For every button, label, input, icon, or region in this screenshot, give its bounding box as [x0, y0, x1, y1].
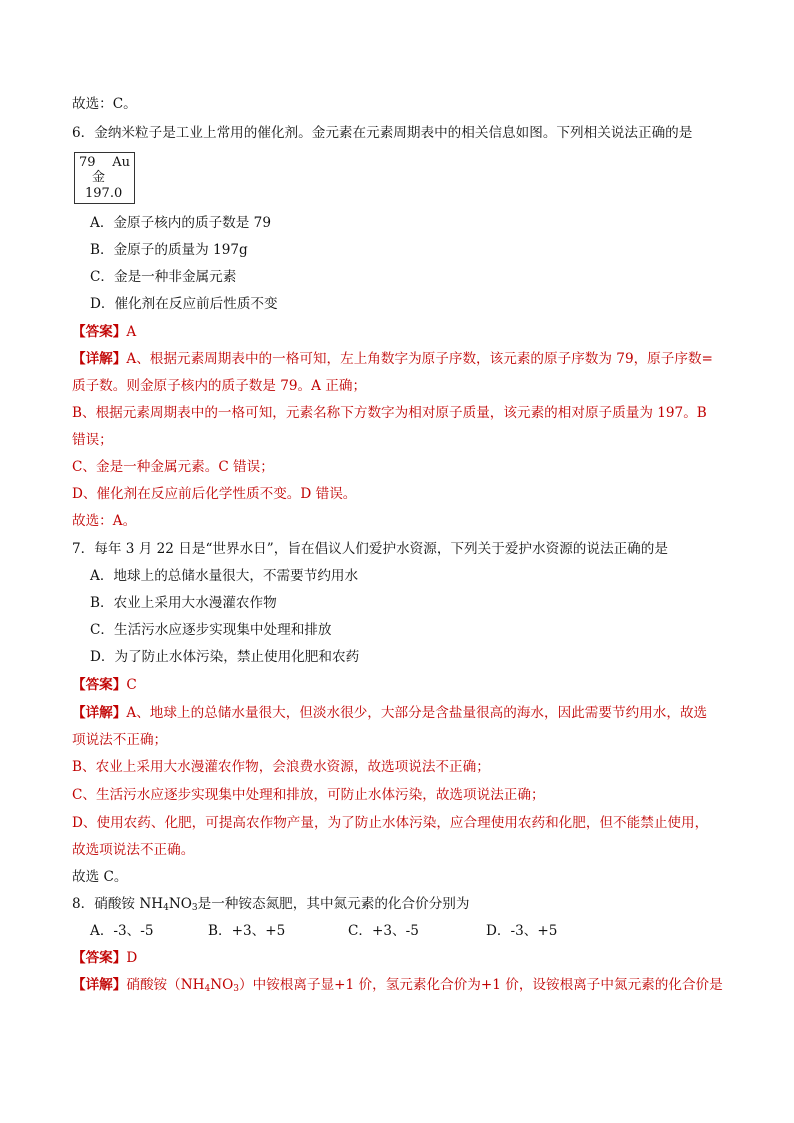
q6-detail-line-1: [72, 350, 713, 368]
q6-option-a: A．金原子核内的质子数是 79: [90, 215, 271, 231]
q6-answer-value: A: [126, 324, 137, 340]
q7-detail-label: 【详解】: [72, 705, 127, 721]
q7-conclusion: 故选 C。: [72, 869, 128, 885]
q8-option-a: A．-3、-5: [90, 923, 154, 939]
q8-detail-label: 【详解】: [72, 977, 127, 993]
q8-detail-mid: NO: [210, 977, 234, 993]
q6-detail-line-5: C、金是一种金属元素。C 错误；: [72, 459, 274, 475]
q8-option-d: D．-3、+5: [486, 923, 558, 939]
q7-detail-line-5: D、使用农药、化肥，可提高农作物产量，为了防止水体污染，应合理使用农药和化肥，但不能禁止使用，: [72, 815, 709, 831]
q8-option-c: C．+3、-5: [348, 923, 419, 939]
q6-detail-line-2: 质子数。则金原子核内的质子数是 79。A 正确；: [72, 378, 367, 394]
q6-detail-line-3: B、根据元素周期表中的一格可知，元素名称下方数字为相对原子质量，该元素的相对原子质量为 197。B: [72, 405, 707, 421]
q8-stem-mid: NO: [168, 896, 192, 912]
q5-conclusion: 故选：C。: [72, 96, 137, 112]
q6-detail-line-6: D、催化剂在反应前后化学性质不变。D 错误。: [72, 486, 357, 502]
q7-option-a: A．地球上的总储水量很大，不需要节约用水: [90, 568, 359, 584]
element-name: 金: [92, 170, 106, 185]
q8-stem-before: 硝酸铵 NH: [94, 896, 164, 912]
q8-stem: [72, 895, 470, 913]
q8-stem-sub-3: 3: [191, 903, 198, 913]
q8-number: 8．: [72, 896, 95, 912]
q6-option-b: B．金原子的质量为 197g: [90, 242, 248, 258]
q8-answer-label: 【答案】: [72, 950, 127, 966]
q7-detail-line-2: 项说法不正确；: [72, 732, 168, 748]
q7-detail-line-6: 故选项说法不正确。: [72, 842, 195, 858]
q6-answer: [72, 323, 136, 341]
q6-detail-text-1: A、根据元素周期表中的一格可知，左上角数字为原子序数，该元素的原子序数为 79，原子序数=: [126, 351, 713, 367]
q8-detail-line-1: [72, 976, 723, 994]
element-atomic-number: 79: [79, 155, 96, 170]
element-cell-gold: [74, 152, 135, 204]
q6-option-c: C．金是一种非金属元素: [90, 269, 237, 285]
q6-detail-line-4: 错误；: [72, 432, 113, 448]
q7-detail-line-4: C、生活污水应逐步实现集中处理和排放，可防止水体污染，故选项说法正确；: [72, 787, 545, 803]
q8-detail-sub-4: 4: [204, 984, 211, 994]
element-mass: 197.0: [85, 186, 123, 201]
q6-stem-text: 金纳米粒子是工业上常用的催化剂。金元素在元素周期表中的相关信息如图。下列相关说法正确的是: [94, 125, 693, 141]
q7-number: 7．: [72, 541, 95, 557]
q7-option-c: C．生活污水应逐步实现集中处理和排放: [90, 622, 332, 638]
q7-detail-line-3: B、农业上采用大水漫灌农作物，会浪费水资源，故选项说法不正确；: [72, 759, 490, 775]
q8-detail-sub-3: 3: [233, 984, 240, 994]
q7-detail-text-1: A、地球上的总储水量很大，但淡水很少，大部分是含盐量很高的海水，因此需要节约用水，故选: [126, 705, 708, 721]
q8-stem-sub-4: 4: [163, 903, 169, 913]
q8-stem-after: 是一种铵态氮肥，其中氮元素的化合价分别为: [197, 896, 470, 912]
q8-detail-after: ）中铵根离子显+1 价，氢元素化合价为+1 价，设铵根离子中氮元素的化合价是: [239, 977, 723, 993]
q7-option-d: D．为了防止水体污染，禁止使用化肥和农药: [90, 649, 360, 665]
q6-stem: [72, 124, 692, 142]
q7-detail-line-1: [72, 704, 707, 722]
element-symbol: Au: [112, 155, 130, 170]
q8-answer: [72, 949, 137, 967]
q7-answer-value: C: [126, 677, 137, 693]
q7-stem-text: 每年 3 月 22 日是“世界水日”，旨在倡议人们爱护水资源，下列关于爱护水资源的说法正确的是: [94, 541, 668, 557]
q7-answer: [72, 676, 137, 694]
q8-option-b: B．+3、+5: [208, 923, 286, 939]
q6-conclusion: 故选：A。: [72, 513, 137, 529]
q8-detail-before: 硝酸铵（NH: [126, 977, 205, 993]
q7-stem: [72, 540, 668, 558]
q8-answer-value: D: [126, 950, 138, 966]
q7-answer-label: 【答案】: [72, 677, 127, 693]
q6-answer-label: 【答案】: [72, 324, 127, 340]
q7-option-b: B．农业上采用大水漫灌农作物: [90, 595, 277, 611]
q6-number: 6．: [72, 125, 95, 141]
q6-detail-label: 【详解】: [72, 351, 127, 367]
q6-option-d: D．催化剂在反应前后性质不变: [90, 296, 278, 312]
